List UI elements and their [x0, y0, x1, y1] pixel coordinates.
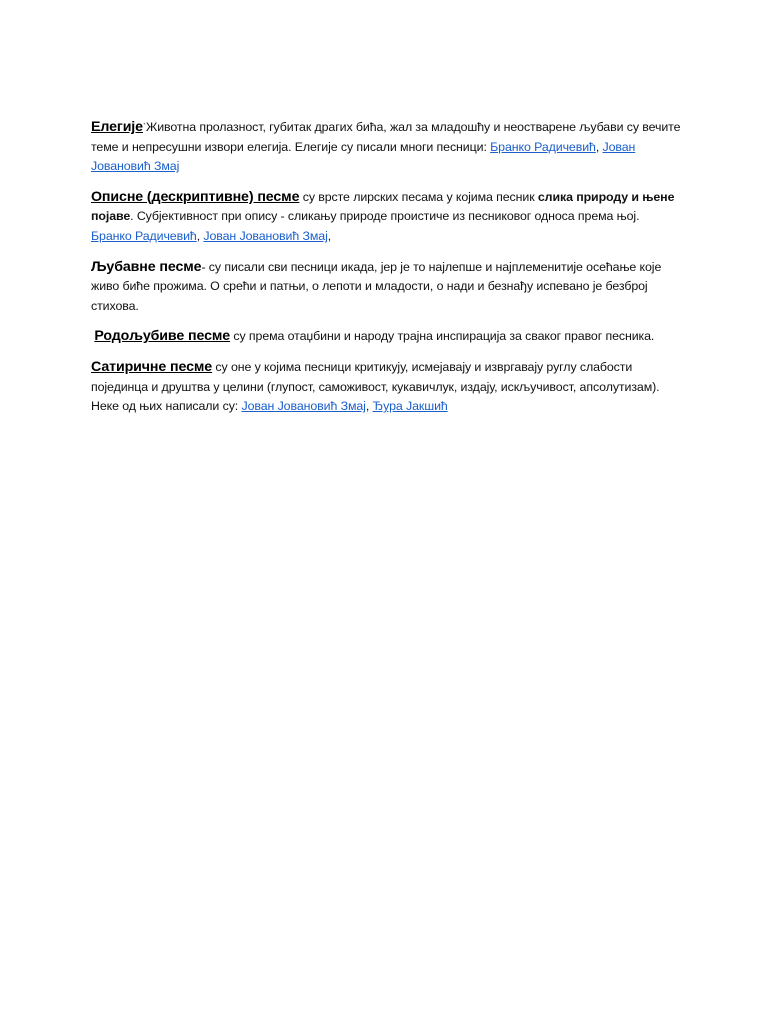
heading-satirical: Сатиричне песме	[91, 358, 213, 375]
paragraph-descriptive	[91, 188, 681, 247]
link-jovan-jovanovic-zmaj[interactable]: Јован Јовановић Змај	[91, 139, 636, 174]
link-branko-radicevic[interactable]: Бранко Радичевић	[91, 228, 197, 243]
heading-descriptive: Описне (дескриптивне) песме	[91, 188, 300, 205]
heading-elegies: Елегије	[91, 119, 143, 135]
paragraph-text: - су писали сви песници икада, јер је то најлепше и најплеменитије осећање које живо биће прожима. О срећи и патњи, о лепоти и младости, о нади и безнађу испевано је безброј стихова.	[91, 259, 662, 313]
paragraph-text: Животна пролазност, губитак драгих бића, жал за младошћу и неостварене љубави су вечите теме и непресушни извори елегија. Елегије су писали многи песници:	[91, 120, 681, 154]
paragraph-elegies	[91, 118, 681, 177]
document-body	[91, 118, 681, 428]
separator: ,	[196, 228, 204, 243]
paragraph-text: су оне у којима песници критикују, исмејавају и извргавају руглу слабости појединца и друштва у целини (глупост, саможивост, кукавичлук, издају, искључивост, апсолутизам). Неке од њих написали су:	[91, 359, 660, 414]
paragraph-love	[91, 258, 681, 317]
paragraph-text: су врсте лирских песама у којима песник	[299, 189, 538, 204]
paragraph-text: . Субјективност при опису - сликању природе проистиче из песниковог односа према њој.	[130, 209, 640, 224]
link-branko-radicevic[interactable]: Бранко Радичевић	[490, 139, 596, 154]
bold-phrase: слика природу и њене појаве	[91, 189, 675, 224]
heading-love: Љубавне песме	[91, 258, 202, 275]
separator: ,	[365, 399, 373, 414]
separator: ,	[595, 139, 603, 154]
stray-mark: `	[142, 122, 146, 132]
link-jovan-jovanovic-zmaj[interactable]: Јован Јовановић Змај	[203, 228, 328, 243]
paragraph-patriotic	[91, 327, 681, 347]
paragraph-satirical	[91, 358, 681, 417]
separator: ,	[327, 228, 332, 243]
heading-patriotic: Родољубиве песме	[94, 328, 231, 345]
link-jovan-jovanovic-zmaj[interactable]: Јован Јовановић Змај	[241, 399, 366, 414]
link-djura-jaksic[interactable]: Ђура Јакшић	[372, 399, 448, 414]
paragraph-text: су према отаџбини и народу трајна инспирација за сваког правог песника.	[230, 329, 655, 344]
